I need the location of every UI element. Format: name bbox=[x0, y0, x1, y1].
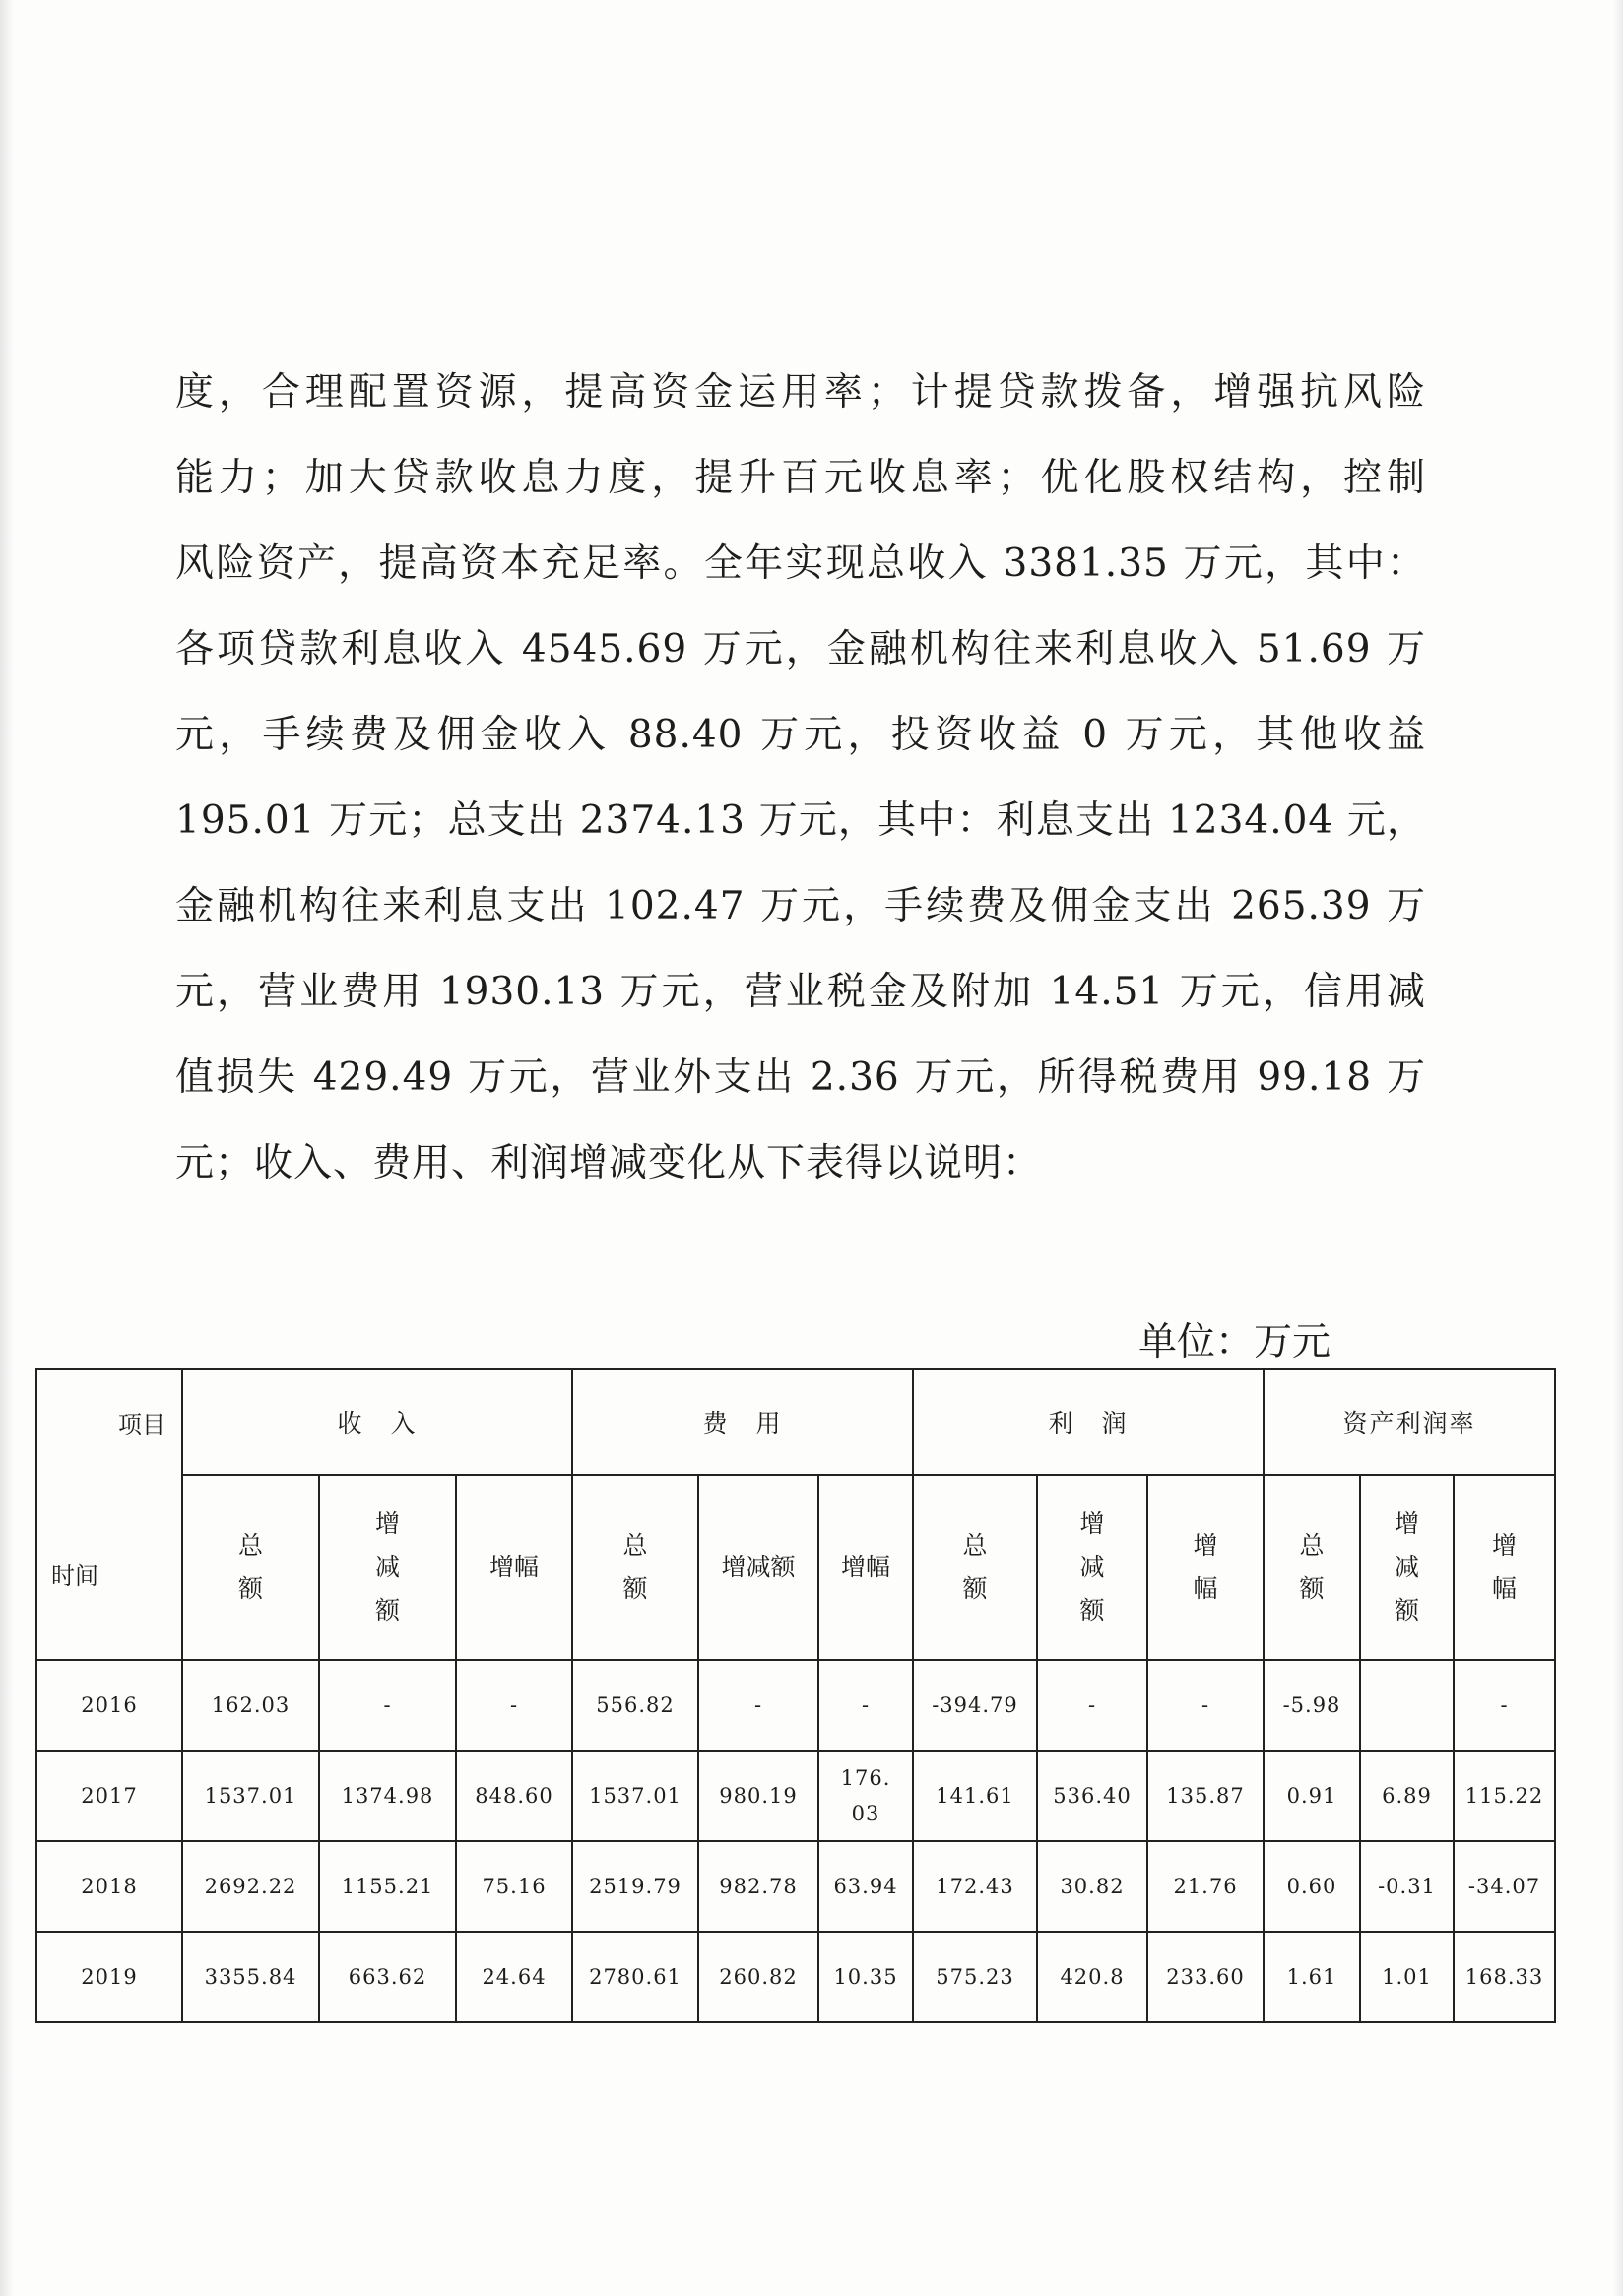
sub-header-total: 总额 bbox=[1264, 1475, 1360, 1660]
table-cell: 75.16 bbox=[456, 1841, 572, 1932]
sub-header-change: 增减额 bbox=[319, 1475, 456, 1660]
table-cell: 536.40 bbox=[1037, 1751, 1147, 1841]
group-header-asset-profit-rate: 资产利润率 bbox=[1264, 1369, 1555, 1475]
body-paragraph bbox=[175, 350, 1426, 1206]
sub-header-total: 总额 bbox=[182, 1475, 319, 1660]
table-cell: 141.61 bbox=[913, 1751, 1037, 1841]
table-cell: 10.35 bbox=[818, 1932, 913, 2022]
table-cell: 2519.79 bbox=[572, 1841, 698, 1932]
table-cell: - bbox=[1147, 1660, 1264, 1751]
sub-header-growth: 增幅 bbox=[456, 1475, 572, 1660]
table-cell: - bbox=[456, 1660, 572, 1751]
table-cell: -0.31 bbox=[1360, 1841, 1454, 1932]
body-line: 能力；加大贷款收息力度，提升百元收息率；优化股权结构，控制 bbox=[175, 456, 1426, 500]
table-cell: - bbox=[1037, 1660, 1147, 1751]
table-cell bbox=[1360, 1660, 1454, 1751]
table-cell: 115.22 bbox=[1454, 1751, 1555, 1841]
table-row bbox=[36, 1932, 1555, 2022]
table-cell: - bbox=[818, 1660, 913, 1751]
unit-label: 单位：万元 bbox=[1138, 1320, 1331, 1365]
sub-header-change: 增减额 bbox=[1360, 1475, 1454, 1660]
table-cell: -5.98 bbox=[1264, 1660, 1360, 1751]
year-cell: 2017 bbox=[36, 1751, 182, 1841]
body-line: 元，手续费及佣金收入 88.40 万元，投资收益 0 万元，其他收益 bbox=[175, 713, 1426, 757]
corner-cell bbox=[36, 1369, 182, 1660]
table-cell: 663.62 bbox=[319, 1932, 456, 2022]
body-line: 195.01 万元；总支出 2374.13 万元，其中：利息支出 1234.04 元， bbox=[175, 798, 1426, 843]
table-cell: 575.23 bbox=[913, 1932, 1037, 2022]
sub-header-growth: 增幅 bbox=[1454, 1475, 1555, 1660]
body-line: 风险资产，提高资本充足率。全年实现总收入 3381.35 万元，其中： bbox=[175, 542, 1426, 586]
table-cell: 1.01 bbox=[1360, 1932, 1454, 2022]
table-cell: 982.78 bbox=[698, 1841, 818, 1932]
table-cell: 260.82 bbox=[698, 1932, 818, 2022]
year-cell: 2016 bbox=[36, 1660, 182, 1751]
table-cell: 0.60 bbox=[1264, 1841, 1360, 1932]
sub-header-row bbox=[36, 1475, 1555, 1660]
group-header-income: 收 入 bbox=[182, 1369, 572, 1475]
table-cell: 980.19 bbox=[698, 1751, 818, 1841]
table-cell: 168.33 bbox=[1454, 1932, 1555, 2022]
sub-header-total: 总额 bbox=[572, 1475, 698, 1660]
sub-header-total: 总额 bbox=[913, 1475, 1037, 1660]
table-cell: 848.60 bbox=[456, 1751, 572, 1841]
corner-time-label: 时间 bbox=[51, 1563, 98, 1590]
table-cell: - bbox=[319, 1660, 456, 1751]
table-cell: 556.82 bbox=[572, 1660, 698, 1751]
table-cell: 135.87 bbox=[1147, 1751, 1264, 1841]
table-cell: 233.60 bbox=[1147, 1932, 1264, 2022]
financial-table bbox=[35, 1368, 1556, 2023]
body-line: 值损失 429.49 万元，营业外支出 2.36 万元，所得税费用 99.18 万 bbox=[175, 1055, 1426, 1100]
year-cell: 2018 bbox=[36, 1841, 182, 1932]
table-cell: 0.91 bbox=[1264, 1751, 1360, 1841]
table-row bbox=[36, 1751, 1555, 1841]
body-line: 度，合理配置资源，提高资金运用率；计提贷款拨备，增强抗风险 bbox=[175, 370, 1426, 415]
scan-edge-left bbox=[0, 0, 14, 2296]
table-cell: 3355.84 bbox=[182, 1932, 319, 2022]
sub-header-change: 增减额 bbox=[1037, 1475, 1147, 1660]
table-cell: 63.94 bbox=[818, 1841, 913, 1932]
table-cell: 1.61 bbox=[1264, 1932, 1360, 2022]
table-cell: 420.8 bbox=[1037, 1932, 1147, 2022]
body-line: 元，营业费用 1930.13 万元，营业税金及附加 14.51 万元，信用减 bbox=[175, 970, 1426, 1014]
table-cell: 24.64 bbox=[456, 1932, 572, 2022]
table-cell: 2692.22 bbox=[182, 1841, 319, 1932]
table-cell: 6.89 bbox=[1360, 1751, 1454, 1841]
table-cell: 1155.21 bbox=[319, 1841, 456, 1932]
table-cell: 162.03 bbox=[182, 1660, 319, 1751]
table-cell bbox=[818, 1751, 913, 1841]
table-cell: 1374.98 bbox=[319, 1751, 456, 1841]
scan-edge-right bbox=[1613, 0, 1623, 2296]
table-cell: 1537.01 bbox=[572, 1751, 698, 1841]
body-line: 元；收入、费用、利润增减变化从下表得以说明： bbox=[175, 1141, 1043, 1185]
table-cell: 1537.01 bbox=[182, 1751, 319, 1841]
sub-header-change: 增减额 bbox=[698, 1475, 818, 1660]
year-cell: 2019 bbox=[36, 1932, 182, 2022]
wrapped-value: 176.03 bbox=[840, 1766, 891, 1825]
table-row bbox=[36, 1841, 1555, 1932]
corner-project-label: 项目 bbox=[118, 1411, 165, 1438]
group-header-expense: 费 用 bbox=[572, 1369, 913, 1475]
group-header-row bbox=[36, 1369, 1555, 1475]
table-cell: -34.07 bbox=[1454, 1841, 1555, 1932]
table-cell: 172.43 bbox=[913, 1841, 1037, 1932]
sub-header-growth: 增幅 bbox=[1147, 1475, 1264, 1660]
group-header-profit: 利 润 bbox=[913, 1369, 1264, 1475]
table-cell: - bbox=[1454, 1660, 1555, 1751]
table-cell: -394.79 bbox=[913, 1660, 1037, 1751]
table-cell: 21.76 bbox=[1147, 1841, 1264, 1932]
sub-header-growth: 增幅 bbox=[818, 1475, 913, 1660]
body-line: 各项贷款利息收入 4545.69 万元，金融机构往来利息收入 51.69 万 bbox=[175, 627, 1426, 671]
table-cell: - bbox=[698, 1660, 818, 1751]
table-cell: 2780.61 bbox=[572, 1932, 698, 2022]
body-line: 金融机构往来利息支出 102.47 万元，手续费及佣金支出 265.39 万 bbox=[175, 884, 1426, 928]
table-cell: 30.82 bbox=[1037, 1841, 1147, 1932]
table-row bbox=[36, 1660, 1555, 1751]
